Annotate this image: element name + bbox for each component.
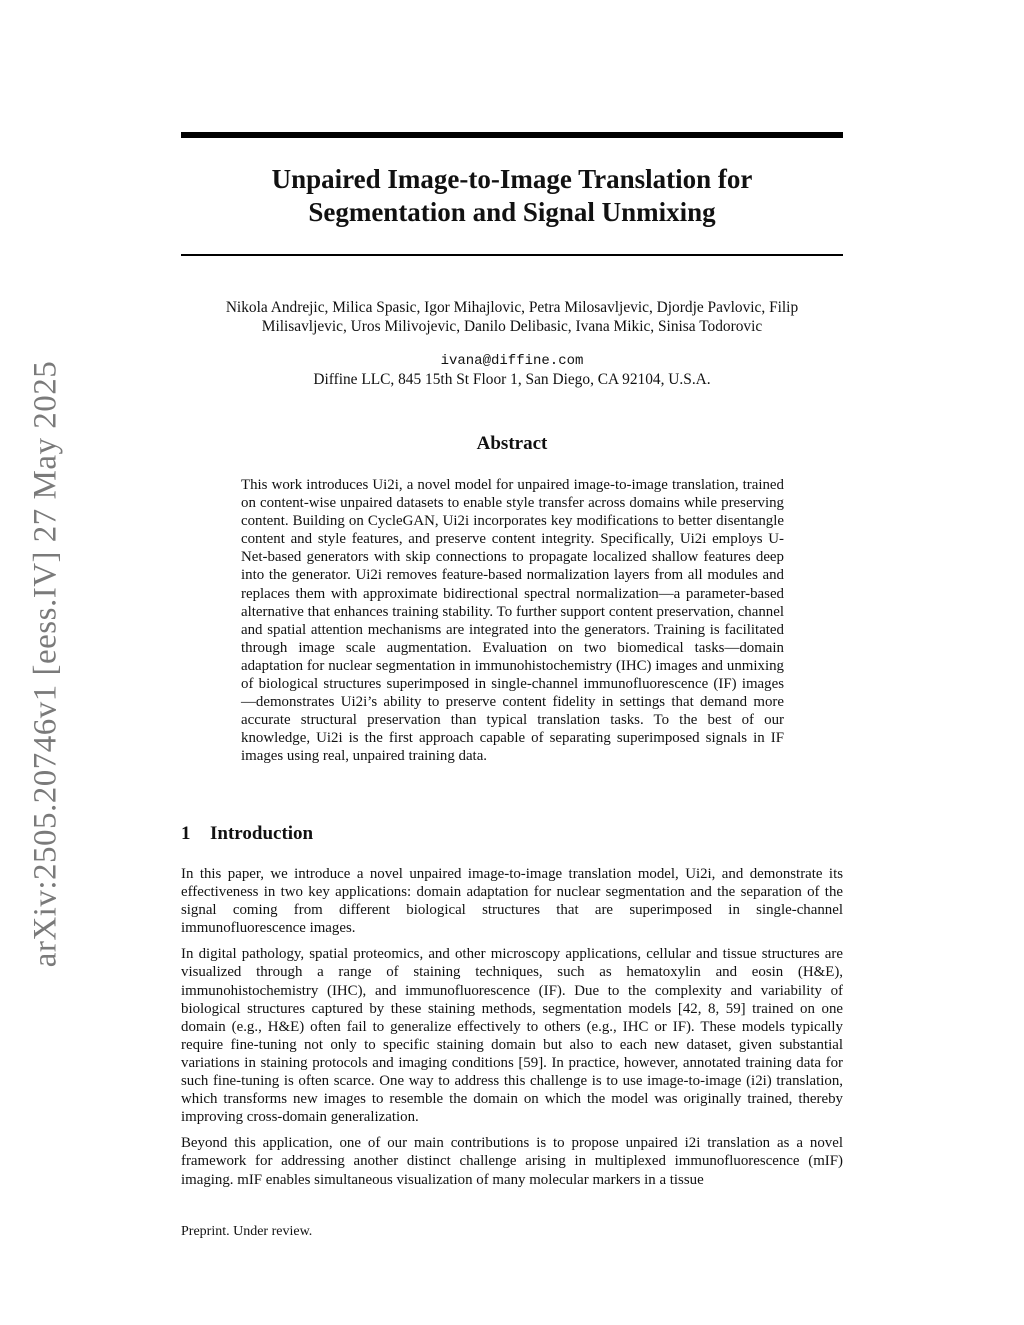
paper-title-line-1: Unpaired Image-to-Image Translation for bbox=[271, 164, 753, 194]
paper-title-line-2: Segmentation and Signal Unmixing bbox=[308, 197, 716, 227]
introduction-body bbox=[181, 865, 843, 1197]
title-bottom-rule bbox=[181, 254, 843, 256]
preprint-footnote: Preprint. Under review. bbox=[181, 1224, 313, 1239]
section-heading-introduction bbox=[181, 822, 843, 846]
affiliation: Diffine LLC, 845 15th St Floor 1, San Diego, CA 92104, U.S.A. bbox=[313, 371, 711, 388]
title-top-rule bbox=[181, 132, 843, 138]
introduction-paragraph: In digital pathology, spatial proteomics, and other microscopy applications, cellular and tissue structures are visualized through a range of staining techniques, such as hematoxylin and eosin (H&E), immunohistochemistry (IHC), and immunofluorescence (IF). Due to the complexity and variability of biological structures captured by these staining methods, segmentation models [42, 8, 59] trained on one domain (e.g., H&E) often fail to generalize effectively to others (e.g., IHC or IF). These models typically require fine-tuning not only to specific staining domain but also to each new dataset, given substantial variations in staining protocols and imaging conditions [59]. In practice, however, annotated training data for such fine-tuning is often scarce. One way to address this challenge is to use image-to-image (i2i) translation, which transforms new images to resemble the domain on which the model was originally trained, thereby improving cross-domain generalization. bbox=[181, 946, 843, 1126]
abstract-heading: Abstract bbox=[476, 433, 548, 454]
introduction-paragraph: Beyond this application, one of our main contributions is to propose unpaired i2i translation as a novel framework for addressing another distinct challenge arising in multiplexed immunofluorescence (mIF) imaging. mIF enables simultaneous visualization of many molecular markers in a tissue bbox=[181, 1135, 843, 1188]
author-list-line-2: Milisavljevic, Uros Milivojevic, Danilo Delibasic, Ivana Mikic, Sinisa Todorovic bbox=[261, 318, 763, 335]
introduction-paragraph: In this paper, we introduce a novel unpaired image-to-image translation model, Ui2i, and demonstrate its effectiveness in two key applications: domain adaptation for nuclear segmentation and the separation of the signal coming from different biological structures that are superimposed in single-channel immunofluorescence images. bbox=[181, 866, 843, 937]
paper-title bbox=[181, 163, 843, 229]
author-list-line-1: Nikola Andrejic, Milica Spasic, Igor Mihajlovic, Petra Milosavljevic, Djordje Pavlovic, Filip bbox=[225, 299, 799, 316]
section-title: Introduction bbox=[210, 823, 314, 844]
author-list bbox=[181, 298, 843, 336]
contact-email: ivana@diffine.com bbox=[440, 353, 584, 369]
arxiv-identifier-stamp: arXiv:2505.20746v1 [eess.IV] 27 May 2025 bbox=[27, 360, 64, 968]
section-number: 1 bbox=[181, 823, 191, 844]
abstract-text: This work introduces Ui2i, a novel model for unpaired image-to-image translation, trained on content-wise unpaired datasets to enable style transfer across domains while preserving content. Building on CycleGAN, Ui2i incorporates key modifications to better disentangle content and style features, and preserve content integrity. Specifically, Ui2i employs U-Net-based generators with skip connections to propagate localized shallow features deep into the generator. Ui2i removes feature-based normalization layers from all modules and replaces them with approximate bidirectional spectral normalization—a parameter-based alternative that enhances training stability. To further support content preservation, channel and spatial attention mechanisms are integrated into the generators. Training is facilitated through image scale augmentation. Evaluation on two biomedical tasks—domain adaptation for nuclear segmentation in immunohistochemistry (IHC) images and unmixing of biological structures superimposed in single-channel immunofluorescence (IF) images—demonstrates Ui2i’s ability to preserve content fidelity in settings that demand more accurate structural preservation than typical translation tasks. To the best of our knowledge, Ui2i is the first approach capable of separating superimposed signals in IF images using real, unpaired training data. bbox=[241, 477, 784, 765]
